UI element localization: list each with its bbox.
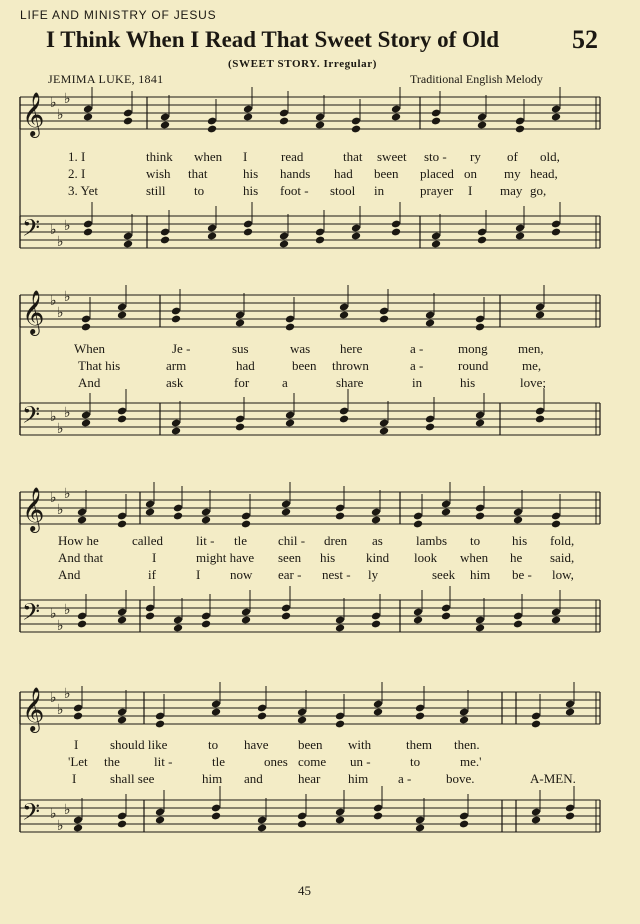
bass-note xyxy=(201,620,211,629)
bass-clef-icon: 𝄢 xyxy=(22,598,41,631)
treble-clef-icon: 𝄞 xyxy=(22,92,45,136)
flat-icon: ♭ xyxy=(50,95,57,111)
lyric-syllable: to xyxy=(470,533,481,548)
lyric-syllable: him xyxy=(348,771,369,786)
bass-note xyxy=(123,240,133,249)
treble-note xyxy=(475,323,485,332)
bass-note xyxy=(117,415,127,424)
bass-note xyxy=(535,415,545,424)
lyric-syllable: seen xyxy=(278,550,302,565)
treble-note xyxy=(235,319,245,328)
bass-note xyxy=(475,419,485,428)
flat-icon: ♭ xyxy=(64,91,71,107)
lyric-syllable: his xyxy=(460,375,476,390)
flat-icon: ♭ xyxy=(57,702,64,718)
lyric-syllable: the xyxy=(104,754,120,769)
lyric-syllable: 'Let xyxy=(68,754,88,769)
flat-icon: ♭ xyxy=(64,405,71,421)
lyric-syllable: share xyxy=(336,375,364,390)
page-number: 45 xyxy=(298,883,311,898)
treble-note xyxy=(77,516,87,525)
lyric-syllable: me.' xyxy=(460,754,482,769)
bass-note xyxy=(145,612,155,621)
bass-note xyxy=(297,820,307,829)
bass-note xyxy=(531,816,541,825)
lyric-syllable: nest - xyxy=(322,567,351,582)
lyric-syllable: here xyxy=(340,341,363,356)
bass-note xyxy=(335,624,345,633)
lyric-syllable: wish xyxy=(146,166,171,181)
bass-note xyxy=(373,812,383,821)
lyric-syllable: lambs xyxy=(416,533,448,548)
lyric-syllable: in xyxy=(412,375,423,390)
bass-note xyxy=(279,240,289,249)
bass-note xyxy=(565,812,575,821)
lyric-syllable: of xyxy=(507,149,518,164)
lyric-syllable: a - xyxy=(410,358,424,373)
lyric-syllable: ask xyxy=(166,375,184,390)
treble-note xyxy=(201,516,211,525)
flat-icon: ♭ xyxy=(64,486,71,502)
treble-note xyxy=(207,125,217,134)
flat-icon: ♭ xyxy=(64,602,71,618)
bass-note xyxy=(475,624,485,633)
bass-clef-icon: 𝄢 xyxy=(22,798,41,831)
lyric-syllable: to xyxy=(194,183,205,198)
bass-note xyxy=(425,423,435,432)
flat-icon: ♭ xyxy=(50,690,57,706)
treble-clef-icon: 𝄞 xyxy=(22,687,45,731)
lyric-syllable: his xyxy=(243,183,259,198)
bass-note xyxy=(413,616,423,625)
bass-note xyxy=(351,232,361,241)
lyric-syllable: love; xyxy=(520,375,546,390)
bass-note xyxy=(339,415,349,424)
lyric-syllable: prayer xyxy=(420,183,454,198)
treble-note xyxy=(243,113,253,122)
bass-note xyxy=(391,228,401,237)
treble-note xyxy=(351,125,361,134)
lyric-syllable: placed xyxy=(420,166,454,181)
treble-note xyxy=(83,113,93,122)
lyric-syllable: that xyxy=(188,166,208,181)
bass-note xyxy=(551,616,561,625)
flat-icon: ♭ xyxy=(57,421,64,437)
lyric-syllable: sweet xyxy=(377,149,407,164)
lyric-syllable: old, xyxy=(540,149,560,164)
treble-note xyxy=(415,712,425,721)
lyric-syllable: him xyxy=(470,567,491,582)
lyric-syllable: 1. I xyxy=(68,149,86,164)
lyric-syllable: I xyxy=(243,149,248,164)
lyric-syllable: low, xyxy=(552,567,574,582)
flat-icon: ♭ xyxy=(57,107,64,123)
flat-icon: ♭ xyxy=(50,606,57,622)
flat-icon: ♭ xyxy=(57,818,64,834)
lyric-syllable: I xyxy=(74,737,79,752)
bass-note xyxy=(513,620,523,629)
lyric-syllable: fold, xyxy=(550,533,575,548)
lyric-syllable: kind xyxy=(366,550,390,565)
lyric-syllable: A-MEN. xyxy=(530,771,576,786)
bass-note xyxy=(77,620,87,629)
lyric-syllable: 3. Yet xyxy=(68,183,98,198)
treble-clef-icon: 𝄞 xyxy=(22,290,45,334)
lyric-syllable: I xyxy=(152,550,157,565)
lyric-syllable: may xyxy=(500,183,523,198)
lyric-syllable: I xyxy=(196,567,201,582)
hymn-number: 52 xyxy=(572,25,598,54)
lyric-syllable: dren xyxy=(324,533,348,548)
lyric-syllable: might have xyxy=(196,550,255,565)
treble-note xyxy=(117,311,127,320)
treble-note xyxy=(155,720,165,729)
bass-note xyxy=(257,824,267,833)
treble-note xyxy=(241,520,251,529)
lyric-syllable: ry xyxy=(470,149,481,164)
lyric-syllable: been xyxy=(374,166,399,181)
treble-note xyxy=(441,508,451,517)
treble-note xyxy=(117,520,127,529)
lyric-syllable: tle xyxy=(234,533,247,548)
bass-note xyxy=(281,612,291,621)
flat-icon: ♭ xyxy=(64,218,71,234)
lyric-syllable: hear xyxy=(298,771,321,786)
lyric-syllable: And xyxy=(58,567,81,582)
bass-note xyxy=(117,820,127,829)
flat-icon: ♭ xyxy=(50,806,57,822)
lyric-syllable: been xyxy=(292,358,317,373)
lyric-syllable: and xyxy=(244,771,263,786)
section-heading: LIFE AND MINISTRY OF JESUS xyxy=(20,8,217,22)
lyric-syllable: should like xyxy=(110,737,168,752)
lyric-syllable: think xyxy=(146,149,173,164)
treble-note xyxy=(279,117,289,126)
treble-note xyxy=(551,520,561,529)
flat-icon: ♭ xyxy=(50,293,57,309)
lyric-syllable: 2. I xyxy=(68,166,86,181)
treble-note xyxy=(211,708,221,717)
flat-icon: ♭ xyxy=(50,222,57,238)
lyric-syllable: was xyxy=(290,341,311,356)
lyric-syllable: as xyxy=(372,533,383,548)
treble-note xyxy=(81,323,91,332)
lyric-syllable: thrown xyxy=(332,358,369,373)
lyric-syllable: his xyxy=(512,533,528,548)
lyric-syllable: round xyxy=(458,358,489,373)
lyric-syllable: sto - xyxy=(424,149,447,164)
bass-note xyxy=(285,419,295,428)
bass-note xyxy=(551,228,561,237)
bass-note xyxy=(371,620,381,629)
lyric-syllable: if xyxy=(148,567,156,582)
lyric-syllable: that xyxy=(343,149,363,164)
lyric-syllable: then. xyxy=(454,737,480,752)
lyric-syllable: When xyxy=(74,341,106,356)
flat-icon: ♭ xyxy=(57,502,64,518)
treble-note xyxy=(281,508,291,517)
treble-note xyxy=(335,512,345,521)
treble-note xyxy=(535,311,545,320)
treble-note xyxy=(565,708,575,717)
bass-note xyxy=(241,616,251,625)
lyric-syllable: called xyxy=(132,533,164,548)
flat-icon: ♭ xyxy=(64,289,71,305)
flat-icon: ♭ xyxy=(57,234,64,250)
treble-note xyxy=(413,520,423,529)
lyric-syllable: ear - xyxy=(278,567,302,582)
lyric-syllable: And xyxy=(78,375,101,390)
bass-note xyxy=(335,816,345,825)
lyric-syllable: had xyxy=(334,166,353,181)
treble-note xyxy=(160,121,170,130)
treble-note xyxy=(171,315,181,324)
lyric-syllable: tle xyxy=(212,754,225,769)
flat-icon: ♭ xyxy=(50,409,57,425)
bass-note xyxy=(315,236,325,245)
lyric-syllable: with xyxy=(348,737,372,752)
bass-note xyxy=(211,812,221,821)
treble-note xyxy=(339,311,349,320)
flat-icon: ♭ xyxy=(57,618,64,634)
lyric-syllable: a xyxy=(282,375,288,390)
lyric-syllable: un - xyxy=(350,754,371,769)
lyric-syllable: I xyxy=(468,183,473,198)
lyric-syllable: when xyxy=(460,550,489,565)
lyric-syllable: me, xyxy=(522,358,542,373)
treble-note xyxy=(117,716,127,725)
bass-note xyxy=(207,232,217,241)
bass-note xyxy=(73,824,83,833)
lyric-syllable: mong xyxy=(458,341,488,356)
lyric-syllable: said, xyxy=(550,550,575,565)
composer-credit: Traditional English Melody xyxy=(410,72,543,86)
lyric-syllable: to xyxy=(208,737,219,752)
lyric-syllable: his xyxy=(243,166,259,181)
lyric-syllable: in xyxy=(374,183,385,198)
lyric-syllable: lit - xyxy=(154,754,173,769)
lyric-syllable: be - xyxy=(512,567,532,582)
bass-note xyxy=(171,427,181,436)
lyric-syllable: had xyxy=(236,358,255,373)
bass-note xyxy=(431,240,441,249)
lyric-syllable: stool xyxy=(330,183,356,198)
lyric-syllable: ones xyxy=(264,754,288,769)
lyric-syllable: go, xyxy=(530,183,547,198)
tune-name: (SWEET STORY. Irregular) xyxy=(228,58,377,70)
hymn-title: I Think When I Read That Sweet Story of Old xyxy=(46,27,500,52)
treble-note xyxy=(459,716,469,725)
lyric-syllable: Je - xyxy=(172,341,191,356)
treble-note xyxy=(475,512,485,521)
lyric-syllable: seek xyxy=(432,567,456,582)
treble-note xyxy=(513,516,523,525)
bass-clef-icon: 𝄢 xyxy=(22,214,41,247)
treble-note xyxy=(335,720,345,729)
lyric-syllable: bove. xyxy=(446,771,475,786)
lyric-syllable: men, xyxy=(518,341,544,356)
bass-note xyxy=(117,616,127,625)
lyric-syllable: still xyxy=(146,183,166,198)
treble-note xyxy=(531,720,541,729)
lyric-syllable: them xyxy=(406,737,432,752)
lyric-syllable: look xyxy=(414,550,438,565)
lyric-syllable: ly xyxy=(368,567,379,582)
treble-clef-icon: 𝄞 xyxy=(22,487,45,531)
treble-note xyxy=(145,508,155,517)
lyric-syllable: head, xyxy=(530,166,558,181)
lyric-syllable: a - xyxy=(398,771,412,786)
treble-note xyxy=(73,712,83,721)
lyric-syllable: hands xyxy=(280,166,311,181)
lyric-syllable: sus xyxy=(232,341,249,356)
bass-clef-icon: 𝄢 xyxy=(22,401,41,434)
lyric-syllable: have xyxy=(244,737,269,752)
bass-note xyxy=(477,236,487,245)
lyric-syllable: for xyxy=(234,375,250,390)
treble-note xyxy=(373,708,383,717)
bass-note xyxy=(515,232,525,241)
treble-note xyxy=(371,516,381,525)
bass-note xyxy=(379,427,389,436)
bass-note xyxy=(160,236,170,245)
treble-note xyxy=(123,117,133,126)
lyric-syllable: he xyxy=(510,550,523,565)
lyric-syllable: foot - xyxy=(280,183,309,198)
lyric-syllable: now xyxy=(230,567,253,582)
lyric-syllable: How he xyxy=(58,533,99,548)
treble-note xyxy=(431,117,441,126)
treble-note xyxy=(477,121,487,130)
treble-note xyxy=(297,716,307,725)
lyric-syllable: come xyxy=(298,754,327,769)
flat-icon: ♭ xyxy=(64,686,71,702)
lyric-syllable: him xyxy=(202,771,223,786)
lyric-syllable: lit - xyxy=(196,533,215,548)
lyric-syllable: my xyxy=(504,166,521,181)
treble-note xyxy=(379,315,389,324)
flat-icon: ♭ xyxy=(57,305,64,321)
treble-note xyxy=(391,113,401,122)
lyric-syllable: read xyxy=(281,149,304,164)
lyric-syllable: shall see xyxy=(110,771,155,786)
lyric-syllable: I xyxy=(72,771,77,786)
lyric-syllable: chil - xyxy=(278,533,306,548)
treble-note xyxy=(257,712,267,721)
treble-note xyxy=(515,125,525,134)
lyric-syllable: arm xyxy=(166,358,187,373)
lyric-syllable: That his xyxy=(78,358,121,373)
lyric-syllable: been xyxy=(298,737,323,752)
treble-note xyxy=(551,113,561,122)
author-credit: JEMIMA LUKE, 1841 xyxy=(48,72,164,86)
bass-note xyxy=(459,820,469,829)
lyric-syllable: when xyxy=(194,149,223,164)
bass-note xyxy=(235,423,245,432)
bass-note xyxy=(243,228,253,237)
flat-icon: ♭ xyxy=(64,802,71,818)
lyric-syllable: on xyxy=(464,166,477,181)
bass-note xyxy=(81,419,91,428)
bass-note xyxy=(441,612,451,621)
lyric-syllable: a - xyxy=(410,341,424,356)
flat-icon: ♭ xyxy=(50,490,57,506)
lyric-syllable: And that xyxy=(58,550,104,565)
lyric-syllable: his xyxy=(320,550,336,565)
treble-note xyxy=(425,319,435,328)
treble-note xyxy=(315,121,325,130)
bass-note xyxy=(155,816,165,825)
treble-note xyxy=(173,512,183,521)
bass-note xyxy=(173,624,183,633)
lyric-syllable: to xyxy=(410,754,421,769)
treble-note xyxy=(285,323,295,332)
bass-note xyxy=(415,824,425,833)
bass-note xyxy=(83,228,93,237)
